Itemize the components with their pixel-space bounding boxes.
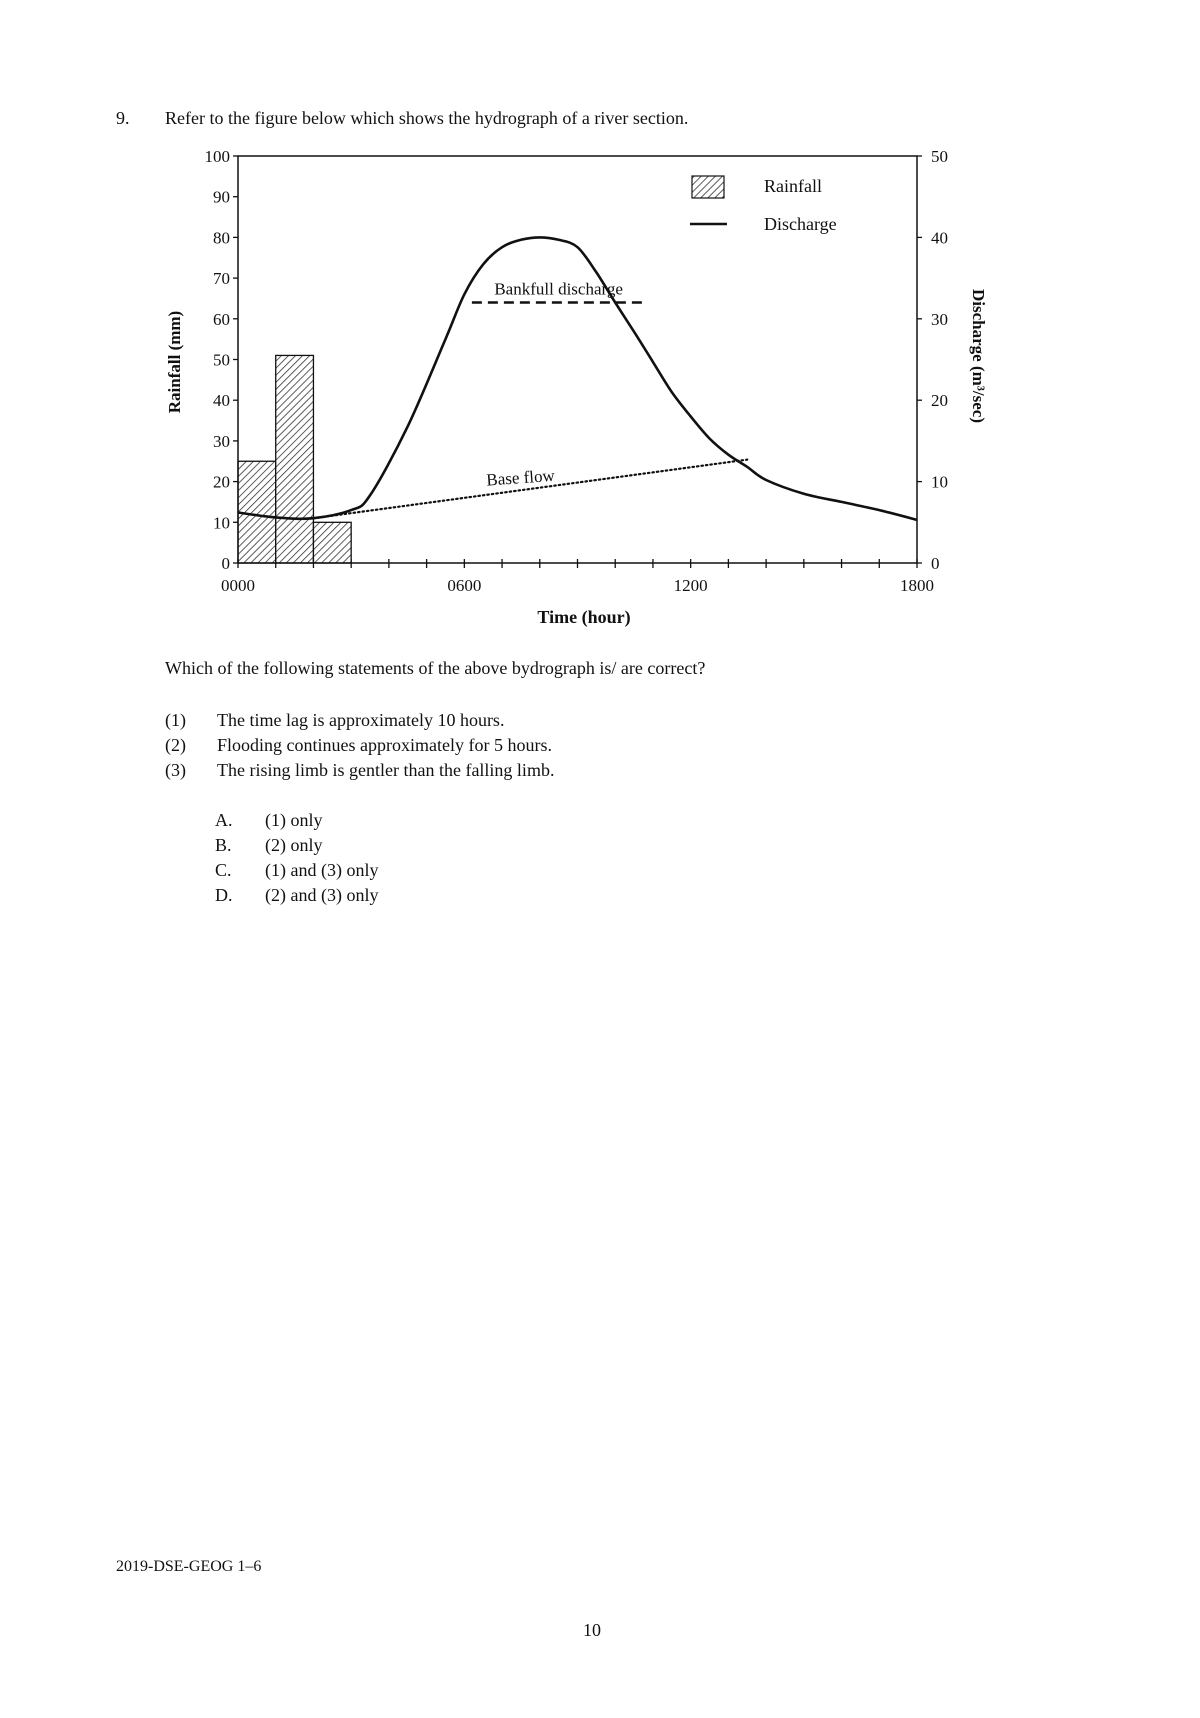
y2-tick-label: 10 <box>931 472 948 492</box>
bankfull-discharge-label: Bankfull discharge <box>494 279 623 299</box>
y-tick-label: 50 <box>213 350 230 370</box>
x-tick-label: 1800 <box>900 576 934 595</box>
y-tick-label: 90 <box>213 187 230 207</box>
legend-discharge-label: Discharge <box>764 214 837 234</box>
legend <box>690 176 837 234</box>
option-text: (1) and (3) only <box>265 860 379 880</box>
statement-number: (2) <box>165 735 186 755</box>
y-tick-label: 10 <box>213 513 230 533</box>
hydrograph-chart <box>0 0 1200 660</box>
x-axis-label: Time (hour) <box>537 607 631 627</box>
legend-rainfall-label: Rainfall <box>764 176 822 196</box>
statement-number: (3) <box>165 760 186 780</box>
option-letter: B. <box>215 835 232 855</box>
y-tick-label: 70 <box>213 269 230 289</box>
x-tick-label: 0600 <box>447 576 482 595</box>
rainfall-bar <box>313 522 351 563</box>
base-flow-label: Base flow <box>485 465 556 490</box>
option-text: (2) only <box>265 835 323 855</box>
question-number: 9. <box>116 108 130 128</box>
y2-tick-label: 20 <box>931 391 948 411</box>
option-text: (1) only <box>265 810 323 830</box>
exam-code: 2019-DSE-GEOG 1–6 <box>116 1558 262 1575</box>
y-tick-label: 20 <box>213 472 230 492</box>
y-tick-label: 60 <box>213 309 230 329</box>
y-tick-label: 30 <box>213 431 230 451</box>
statement-text: The rising limb is gentler than the falling limb. <box>217 760 555 780</box>
y-axis-label-right: Discharge (m³/sec) <box>969 289 988 423</box>
option-letter: D. <box>215 885 233 905</box>
statement-text: Flooding continues approximately for 5 hours. <box>217 735 552 755</box>
statement-number: (1) <box>165 710 186 730</box>
y2-tick-label: 0 <box>931 554 940 573</box>
question-prompt: Which of the following statements of the above bydrograph is/ are correct? <box>165 658 706 678</box>
y2-tick-label: 30 <box>931 309 948 329</box>
option-text: (2) and (3) only <box>265 885 379 905</box>
x-tick-label: 0000 <box>221 576 255 595</box>
statement-text: The time lag is approximately 10 hours. <box>217 710 505 730</box>
y-tick-label: 100 <box>204 147 230 166</box>
y-tick-label: 80 <box>213 228 230 248</box>
x-tick-label: 1200 <box>673 576 708 595</box>
y2-tick-label: 50 <box>931 147 948 166</box>
y-axis-label-left: Rainfall (mm) <box>165 310 184 414</box>
legend-rainfall-swatch <box>692 176 724 198</box>
y-tick-label: 40 <box>213 391 230 411</box>
question-intro: Refer to the figure below which shows the hydrograph of a river section. <box>165 108 689 128</box>
y-tick-label: 0 <box>221 554 230 573</box>
y2-tick-label: 40 <box>931 228 948 248</box>
option-letter: A. <box>215 810 233 830</box>
page-number: 10 <box>583 1620 601 1640</box>
option-letter: C. <box>215 860 232 880</box>
rainfall-bar <box>276 355 314 563</box>
